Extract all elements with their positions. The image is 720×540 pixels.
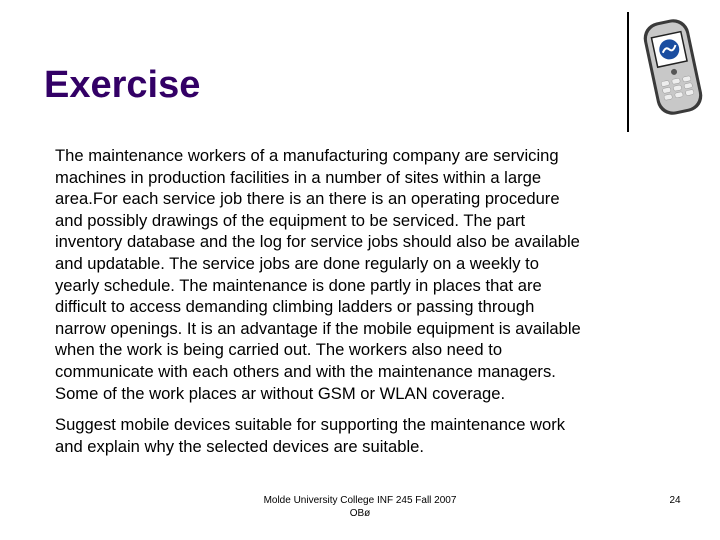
divider-line [627,12,629,132]
text-line: Some of the work places ar without GSM or WLAN coverage. [55,383,506,403]
text-line: communicate with each others and with the maintenance managers. [55,361,556,381]
slide-title: Exercise [44,64,201,106]
text-line: The maintenance workers of a manufacturing company are servicing [55,146,559,165]
text-line: difficult to access demanding climbing ladders or passing through [55,297,535,317]
text-line: and explain why the selected devices are suitable. [55,436,424,456]
text-line: and possibly drawings of the equipment to be serviced. The part [55,210,526,230]
mobile-phone-image [640,14,706,120]
text-line: Suggest mobile devices suitable for supporting the maintenance work [55,415,566,434]
text-line: machines in production facilities in a number of sites within a large [55,167,542,187]
page-number: 24 [669,495,681,506]
footer-course: Molde University College INF 245 Fall 2007 [263,495,457,506]
text-line: when the work is being carried out. The workers also need to [55,340,503,360]
text-line: area.For each service job there is an there is an operating procedure [55,189,560,209]
exercise-question [55,414,565,457]
text-line: yearly schedule. The maintenance is done partly in places that are [55,275,542,295]
text-line: and updatable. The service jobs are done regularly on a weekly to [55,253,539,273]
text-line: narrow openings. It is an advantage if the mobile equipment is available [55,318,581,338]
text-line: inventory database and the log for service jobs should also be available [55,232,580,252]
footer-author: OBø [349,508,371,519]
slide-footer [250,494,470,520]
exercise-description [55,145,581,404]
